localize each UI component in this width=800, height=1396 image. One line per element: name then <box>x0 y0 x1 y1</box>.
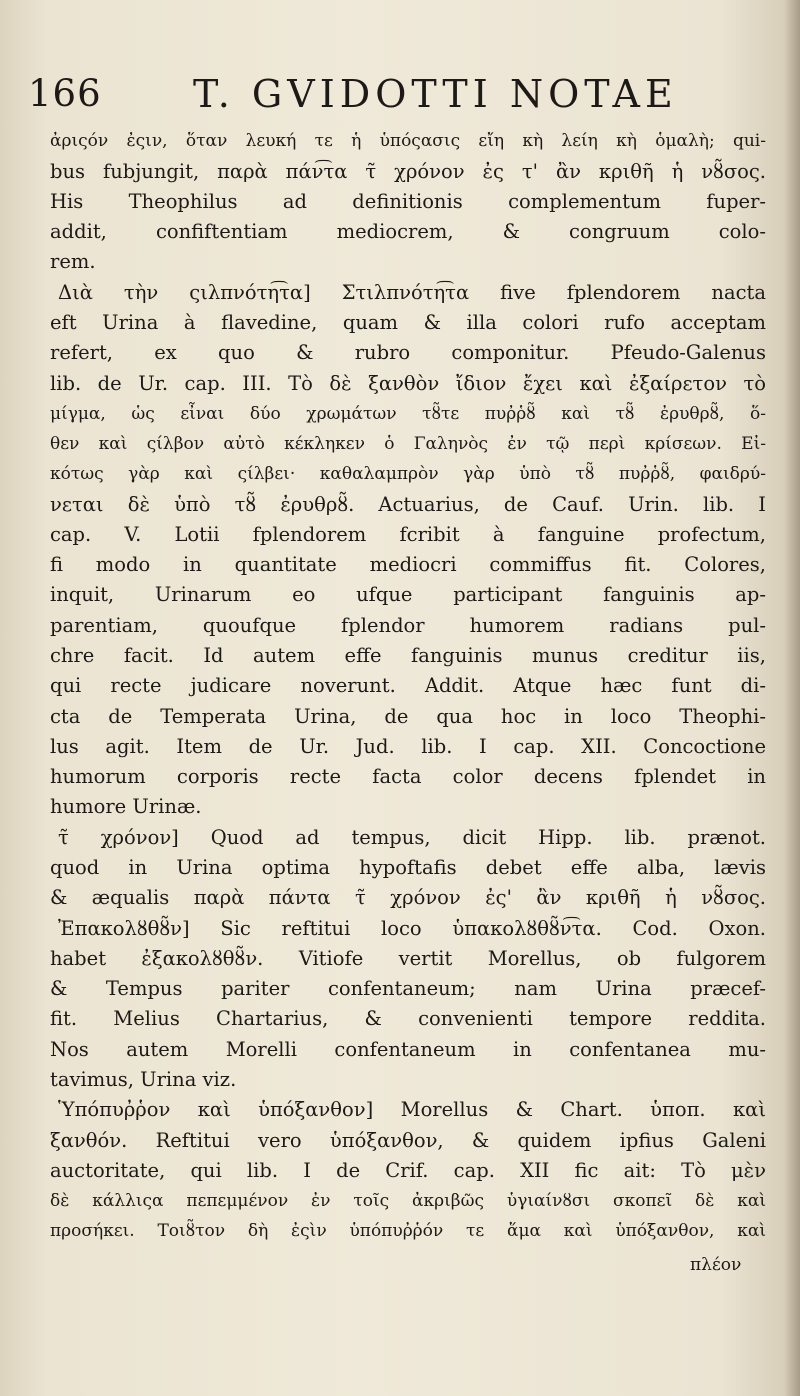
text-line: ἀριςόν ἐςιν, ὅταν λευκή τε ἡ ὑπόςασις εἴη κὴ λείη κὴ ὁμαλὴ; qui- <box>50 131 766 151</box>
text-line: Ὑπόπυῤῥον καὶ ὑπόξανθον] Morellus & Chart. ὑποπ. καὶ <box>58 1098 766 1121</box>
text-line: μίγμα, ὡς εἶναι δύο χρωμάτων τȣ̃τε πυῤῥȣ̃ καὶ τȣ̃ ἐρυθρȣ̃, ὅ- <box>50 404 766 424</box>
text-line: addit, confiftentiam mediocrem, & congruum colo- <box>50 220 766 243</box>
text-line: refert, ex quo & rubro componitur. Pfeudo-Galenus <box>50 341 766 364</box>
running-title: T. GVIDOTTI NOTAE <box>193 72 678 116</box>
text-line: lus agit. Item de Ur. Jud. lib. I cap. XII. Concoctione <box>50 735 766 758</box>
text-line: & æqualis παρὰ πάντα τ̃ χρόνον ἐς' ἂν κριθῆ ἡ νȣ̃σος. <box>50 886 766 909</box>
text-line: τ̃ χρόνον] Quod ad tempus, dicit Hipp. lib. prænot. <box>58 826 766 849</box>
text-line: humore Urinæ. <box>50 795 202 818</box>
text-line: Διὰ τὴν ςιλπνότη͡τα] Στιλπνότη͡τα five fplendorem nacta <box>58 281 766 304</box>
text-line: fi modo in quantitate mediocri commiffus fit. Colores, <box>50 553 766 576</box>
text-line: habet ἐξακολȣθȣ̃ν. Vitiofe vertit Morellus, ob fulgorem <box>50 947 766 970</box>
text-line: inquit, Urinarum eo ufque participant fanguinis ap- <box>50 583 766 606</box>
text-line: eft Urina à flavedine, quam & illa colori rufo acceptam <box>50 311 766 334</box>
text-line: His Theophilus ad definitionis complementum fuper- <box>50 190 766 213</box>
text-line: quod in Urina optima hypoftafis debet effe alba, lævis <box>50 856 766 879</box>
text-line: fit. Melius Chartarius, & convenienti tempore reddita. <box>50 1007 766 1030</box>
text-line: δὲ κάλλιςα πεπεμμένον ἐν τοῖς ἀκριβῶς ὑγιαίνȣσι σκοπεῖ δὲ καὶ <box>50 1191 766 1211</box>
text-line: qui recte judicare noverunt. Addit. Atque hæc funt di- <box>50 674 766 697</box>
text-line: θεν καὶ ςίλβον αὐτὸ κέκληκεν ὁ Γαληνὸς ἐν τῷ περὶ κρίσεων. Εἰ- <box>50 434 766 454</box>
text-line: humorum corporis recte facta color decens fplendet in <box>50 765 766 788</box>
catchword: πλέον <box>690 1255 742 1275</box>
text-line: auctoritate, qui lib. I de Crif. cap. XII fic ait: Τὸ μὲν <box>50 1159 766 1182</box>
text-line: νεται δὲ ὑπὸ τȣ̃ ἐρυθρȣ̃. Actuarius, de Cauf. Urin. lib. I <box>50 493 766 516</box>
text-line: Nos autem Morelli confentaneum in confentanea mu- <box>50 1038 766 1061</box>
text-line: Ἐπακολȣθȣ̃ν] Sic reftitui loco ὑπακολȣθȣ̃ν͡τα. Cod. Oxon. <box>58 917 766 940</box>
text-line: προσήκει. Τοιȣ̃τον δὴ ἐςὶν ὑπόπυῤῥόν τε ἅμα καὶ ὑπόξανθον, καὶ <box>50 1221 766 1241</box>
text-line: & Tempus pariter confentaneum; nam Urina præcef- <box>50 977 766 1000</box>
text-line: bus fubjungit, παρὰ πάν͡τα τ̃ χρόνον ἐς τ' ἂν κριθῆ ἡ νȣ̃σος. <box>50 160 766 183</box>
page-number: 166 <box>28 72 102 115</box>
text-line: cta de Temperata Urina, de qua hoc in loco Theophi- <box>50 705 766 728</box>
text-line: rem. <box>50 250 96 273</box>
text-line: lib. de Ur. cap. III. Τὸ δὲ ξανθὸν ἴδιον ἔχει καὶ ἐξαίρετον τὸ <box>50 372 766 395</box>
text-line: tavimus, Urina viz. <box>50 1068 237 1091</box>
text-line: parentiam, quoufque fplendor humorem radians pul- <box>50 614 766 637</box>
text-line: cap. V. Lotii fplendorem fcribit à fanguine profectum, <box>50 523 766 546</box>
text-line: ξανθόν. Reftitui vero ὑπόξανθον, & quidem ipfius Galeni <box>50 1129 766 1152</box>
text-line: κότως γὰρ καὶ ςίλβει· καθαλαμπρὸν γὰρ ὑπὸ τȣ̃ πυῤῥȣ̃, φαιδρύ- <box>50 464 766 484</box>
text-line: chre facit. Id autem effe fanguinis munus creditur iis, <box>50 644 766 667</box>
